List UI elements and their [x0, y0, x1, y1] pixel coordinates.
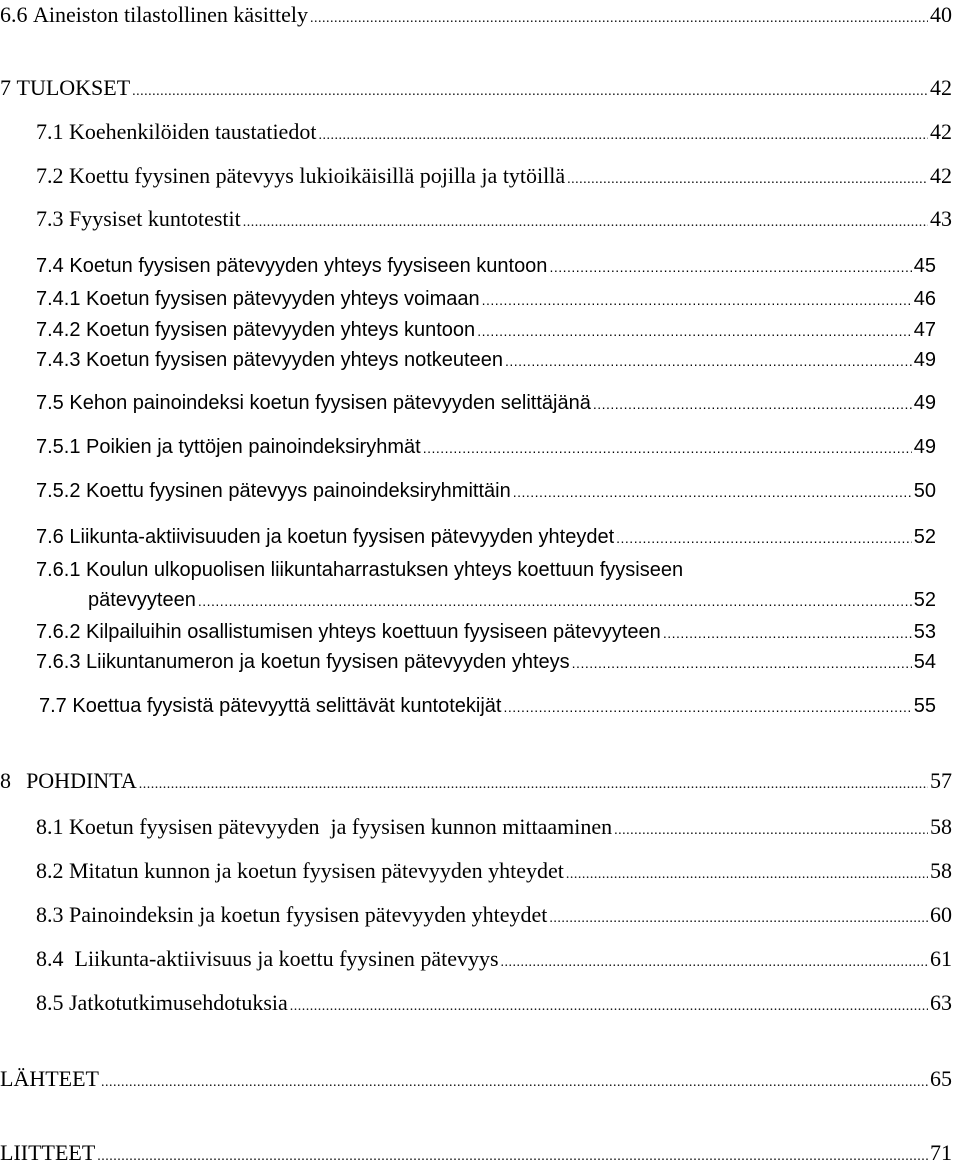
- dot-leader: [132, 85, 928, 99]
- toc-entry-page: 45: [913, 255, 936, 277]
- toc-entry[interactable]: [0, 4, 952, 26]
- toc-entry[interactable]: [36, 393, 936, 413]
- dot-leader: [566, 868, 928, 882]
- toc-entry-number: 7.6.1: [36, 559, 81, 581]
- toc-entry[interactable]: [36, 860, 952, 882]
- toc-entry-title: Painoindeksin ja koetun fyysisen pätevyyden yhteydet: [69, 902, 548, 927]
- toc-entry-number: 7.6: [36, 526, 64, 548]
- toc-entry[interactable]: [0, 1142, 952, 1164]
- toc-entry-number: 7.1: [36, 119, 64, 144]
- dot-leader: [97, 1150, 928, 1164]
- toc-entry-number: 7.4.3: [36, 349, 81, 371]
- dot-leader: [423, 441, 912, 455]
- toc-entry-title: Koettu fyysinen pätevyys painoindeksiryhmittäin: [86, 480, 511, 502]
- dot-leader: [243, 216, 928, 230]
- toc-entry-page: 71: [930, 1140, 952, 1165]
- toc-entry-page: 47: [913, 319, 936, 341]
- toc-entry[interactable]: [36, 256, 936, 276]
- toc-entry[interactable]: [36, 652, 936, 672]
- toc-entry-page: 43: [930, 206, 952, 231]
- dot-leader: [482, 293, 912, 307]
- toc-entry-number: 7: [0, 75, 11, 100]
- toc-entry-title: Koulun ulkopuolisen liikuntaharrastuksen yhteys koettuun fyysiseen: [86, 559, 684, 581]
- toc-entry-number: 7.2: [36, 163, 64, 188]
- toc-entry-title: Koetun fyysisen pätevyyden ja fyysisen kunnon mittaaminen: [69, 814, 613, 839]
- toc-entry-title: LIITTEET: [0, 1140, 96, 1165]
- toc-entry-title: Koetun fyysisen pätevyyden yhteys notkeuteen: [86, 349, 503, 371]
- toc-entry-title: LÄHTEET: [0, 1066, 99, 1091]
- toc-entry-title: Liikuntanumeron ja koetun fyysisen pätevyyden yhteys: [86, 651, 570, 673]
- dot-leader: [101, 1076, 928, 1090]
- toc-entry-page: 42: [930, 163, 952, 188]
- toc-entry-title: Liikunta-aktiivisuus ja koettu fyysinen pätevyys: [74, 946, 499, 971]
- toc-entry-page: 53: [913, 621, 936, 643]
- dot-leader: [549, 912, 928, 926]
- toc-entry-page: 49: [913, 436, 936, 458]
- toc-entry-title-continuation: pätevyyteen: [88, 589, 196, 611]
- toc-entry-number: 8.5: [36, 990, 64, 1015]
- toc-entry-page: 54: [913, 651, 936, 673]
- toc-entry[interactable]: [36, 121, 952, 143]
- toc-entry-title: Koehenkilöiden taustatiedot: [69, 119, 317, 144]
- toc-entry-page: 46: [913, 288, 936, 310]
- toc-entry-number: 7.6.3: [36, 651, 81, 673]
- toc-entry-title: Koettua fyysistä pätevyyttä selittävät kuntotekijät: [72, 695, 502, 717]
- toc-entry-title: Poikien ja tyttöjen painoindeksiryhmät: [86, 436, 421, 458]
- toc-entry-page: 49: [913, 349, 936, 371]
- toc-entry-number: 7.5.2: [36, 480, 81, 502]
- toc-entry[interactable]: [36, 904, 952, 926]
- dot-leader: [567, 173, 928, 187]
- toc-entry-page: 60: [930, 902, 952, 927]
- toc-entry[interactable]: [36, 165, 952, 187]
- toc-entry[interactable]: [36, 816, 952, 838]
- toc-entry-page: 63: [930, 990, 952, 1015]
- dot-leader: [477, 324, 912, 338]
- toc-entry-title: POHDINTA: [26, 768, 137, 793]
- toc-entry[interactable]: [36, 948, 952, 970]
- toc-entry-page: 55: [913, 695, 936, 717]
- toc-entry-number: 8.2: [36, 858, 64, 883]
- toc-entry[interactable]: [36, 437, 936, 457]
- toc-entry-first-line[interactable]: [36, 560, 683, 580]
- dot-leader: [310, 12, 928, 26]
- toc-entry[interactable]: [0, 1068, 952, 1090]
- dot-leader: [593, 397, 912, 411]
- dot-leader: [198, 594, 912, 608]
- dot-leader: [549, 260, 911, 274]
- toc-entry-title: Liikunta-aktiivisuuden ja koetun fyysisen pätevyyden yhteydet: [69, 526, 615, 548]
- toc-entry-page: 61: [930, 946, 952, 971]
- toc-entry[interactable]: [39, 696, 936, 716]
- toc-entry[interactable]: [36, 481, 936, 501]
- toc-entry[interactable]: [36, 320, 936, 340]
- toc-entry-number: 8.3: [36, 902, 64, 927]
- toc-entry[interactable]: [36, 992, 952, 1014]
- dot-leader: [504, 700, 912, 714]
- toc-entry-title: Kehon painoindeksi koetun fyysisen pätevyyden selittäjänä: [69, 392, 591, 414]
- dot-leader: [505, 354, 912, 368]
- toc-entry-page: 42: [930, 119, 952, 144]
- toc-entry-title: Koetun fyysisen pätevyyden yhteys kuntoon: [86, 319, 476, 341]
- toc-entry[interactable]: [36, 622, 936, 642]
- toc-entry-number: 7.4.1: [36, 288, 81, 310]
- toc-entry-number: 7.3: [36, 206, 64, 231]
- toc-entry-page: 52: [913, 526, 936, 548]
- toc-entry-number: 7.6.2: [36, 621, 81, 643]
- toc-entry[interactable]: [36, 289, 936, 309]
- dot-leader: [663, 626, 912, 640]
- toc-entry-title: Jatkotutkimusehdotuksia: [69, 990, 288, 1015]
- dot-leader: [513, 485, 912, 499]
- toc-entry-number: 7.5.1: [36, 436, 81, 458]
- toc-entry-page: 49: [913, 392, 936, 414]
- toc-entry[interactable]: [88, 590, 936, 610]
- toc-entry-page: 58: [930, 858, 952, 883]
- dot-leader: [318, 129, 928, 143]
- toc-entry-title: Aineiston tilastollinen käsittely: [33, 2, 308, 27]
- toc-entry[interactable]: [36, 208, 952, 230]
- dot-leader: [616, 531, 912, 545]
- toc-entry-page: 65: [930, 1066, 952, 1091]
- toc-entry[interactable]: [0, 77, 952, 99]
- toc-entry[interactable]: [36, 527, 936, 547]
- toc-entry[interactable]: [0, 770, 952, 792]
- toc-entry-number: 7.5: [36, 392, 64, 414]
- toc-entry-number: 8.4: [36, 946, 64, 971]
- toc-entry-page: 52: [913, 589, 936, 611]
- dot-leader: [614, 824, 928, 838]
- dot-leader: [139, 778, 928, 792]
- toc-entry-title: Koettu fyysinen pätevyys lukioikäisillä pojilla ja tytöillä: [69, 163, 566, 188]
- toc-entry-page: 57: [930, 768, 952, 793]
- toc-entry-number: 7.4.2: [36, 319, 81, 341]
- toc-entry[interactable]: [36, 350, 936, 370]
- dot-leader: [290, 1000, 928, 1014]
- toc-entry-page: 50: [913, 480, 936, 502]
- toc-entry-number: 6.6: [0, 2, 28, 27]
- dot-leader: [501, 956, 928, 970]
- toc-entry-number: 7.4: [36, 255, 64, 277]
- toc-entry-page: 42: [930, 75, 952, 100]
- toc-entry-title: Fyysiset kuntotestit: [69, 206, 241, 231]
- toc-entry-page: 40: [930, 2, 952, 27]
- toc-entry-number: 8: [0, 768, 11, 793]
- toc-entry-title: Koetun fyysisen pätevyyden yhteys fyysiseen kuntoon: [69, 255, 548, 277]
- toc-entry-number: 7.7: [39, 695, 67, 717]
- toc-entry-title: TULOKSET: [16, 75, 131, 100]
- toc-entry-title: Mitatun kunnon ja koetun fyysisen pätevyyden yhteydet: [69, 858, 564, 883]
- toc-entry-number: 8.1: [36, 814, 64, 839]
- toc-entry-page: 58: [930, 814, 952, 839]
- dot-leader: [572, 656, 912, 670]
- toc-entry-title: Kilpailuihin osallistumisen yhteys koettuun fyysiseen pätevyyteen: [86, 621, 661, 643]
- toc-entry-title: Koetun fyysisen pätevyyden yhteys voimaan: [86, 288, 480, 310]
